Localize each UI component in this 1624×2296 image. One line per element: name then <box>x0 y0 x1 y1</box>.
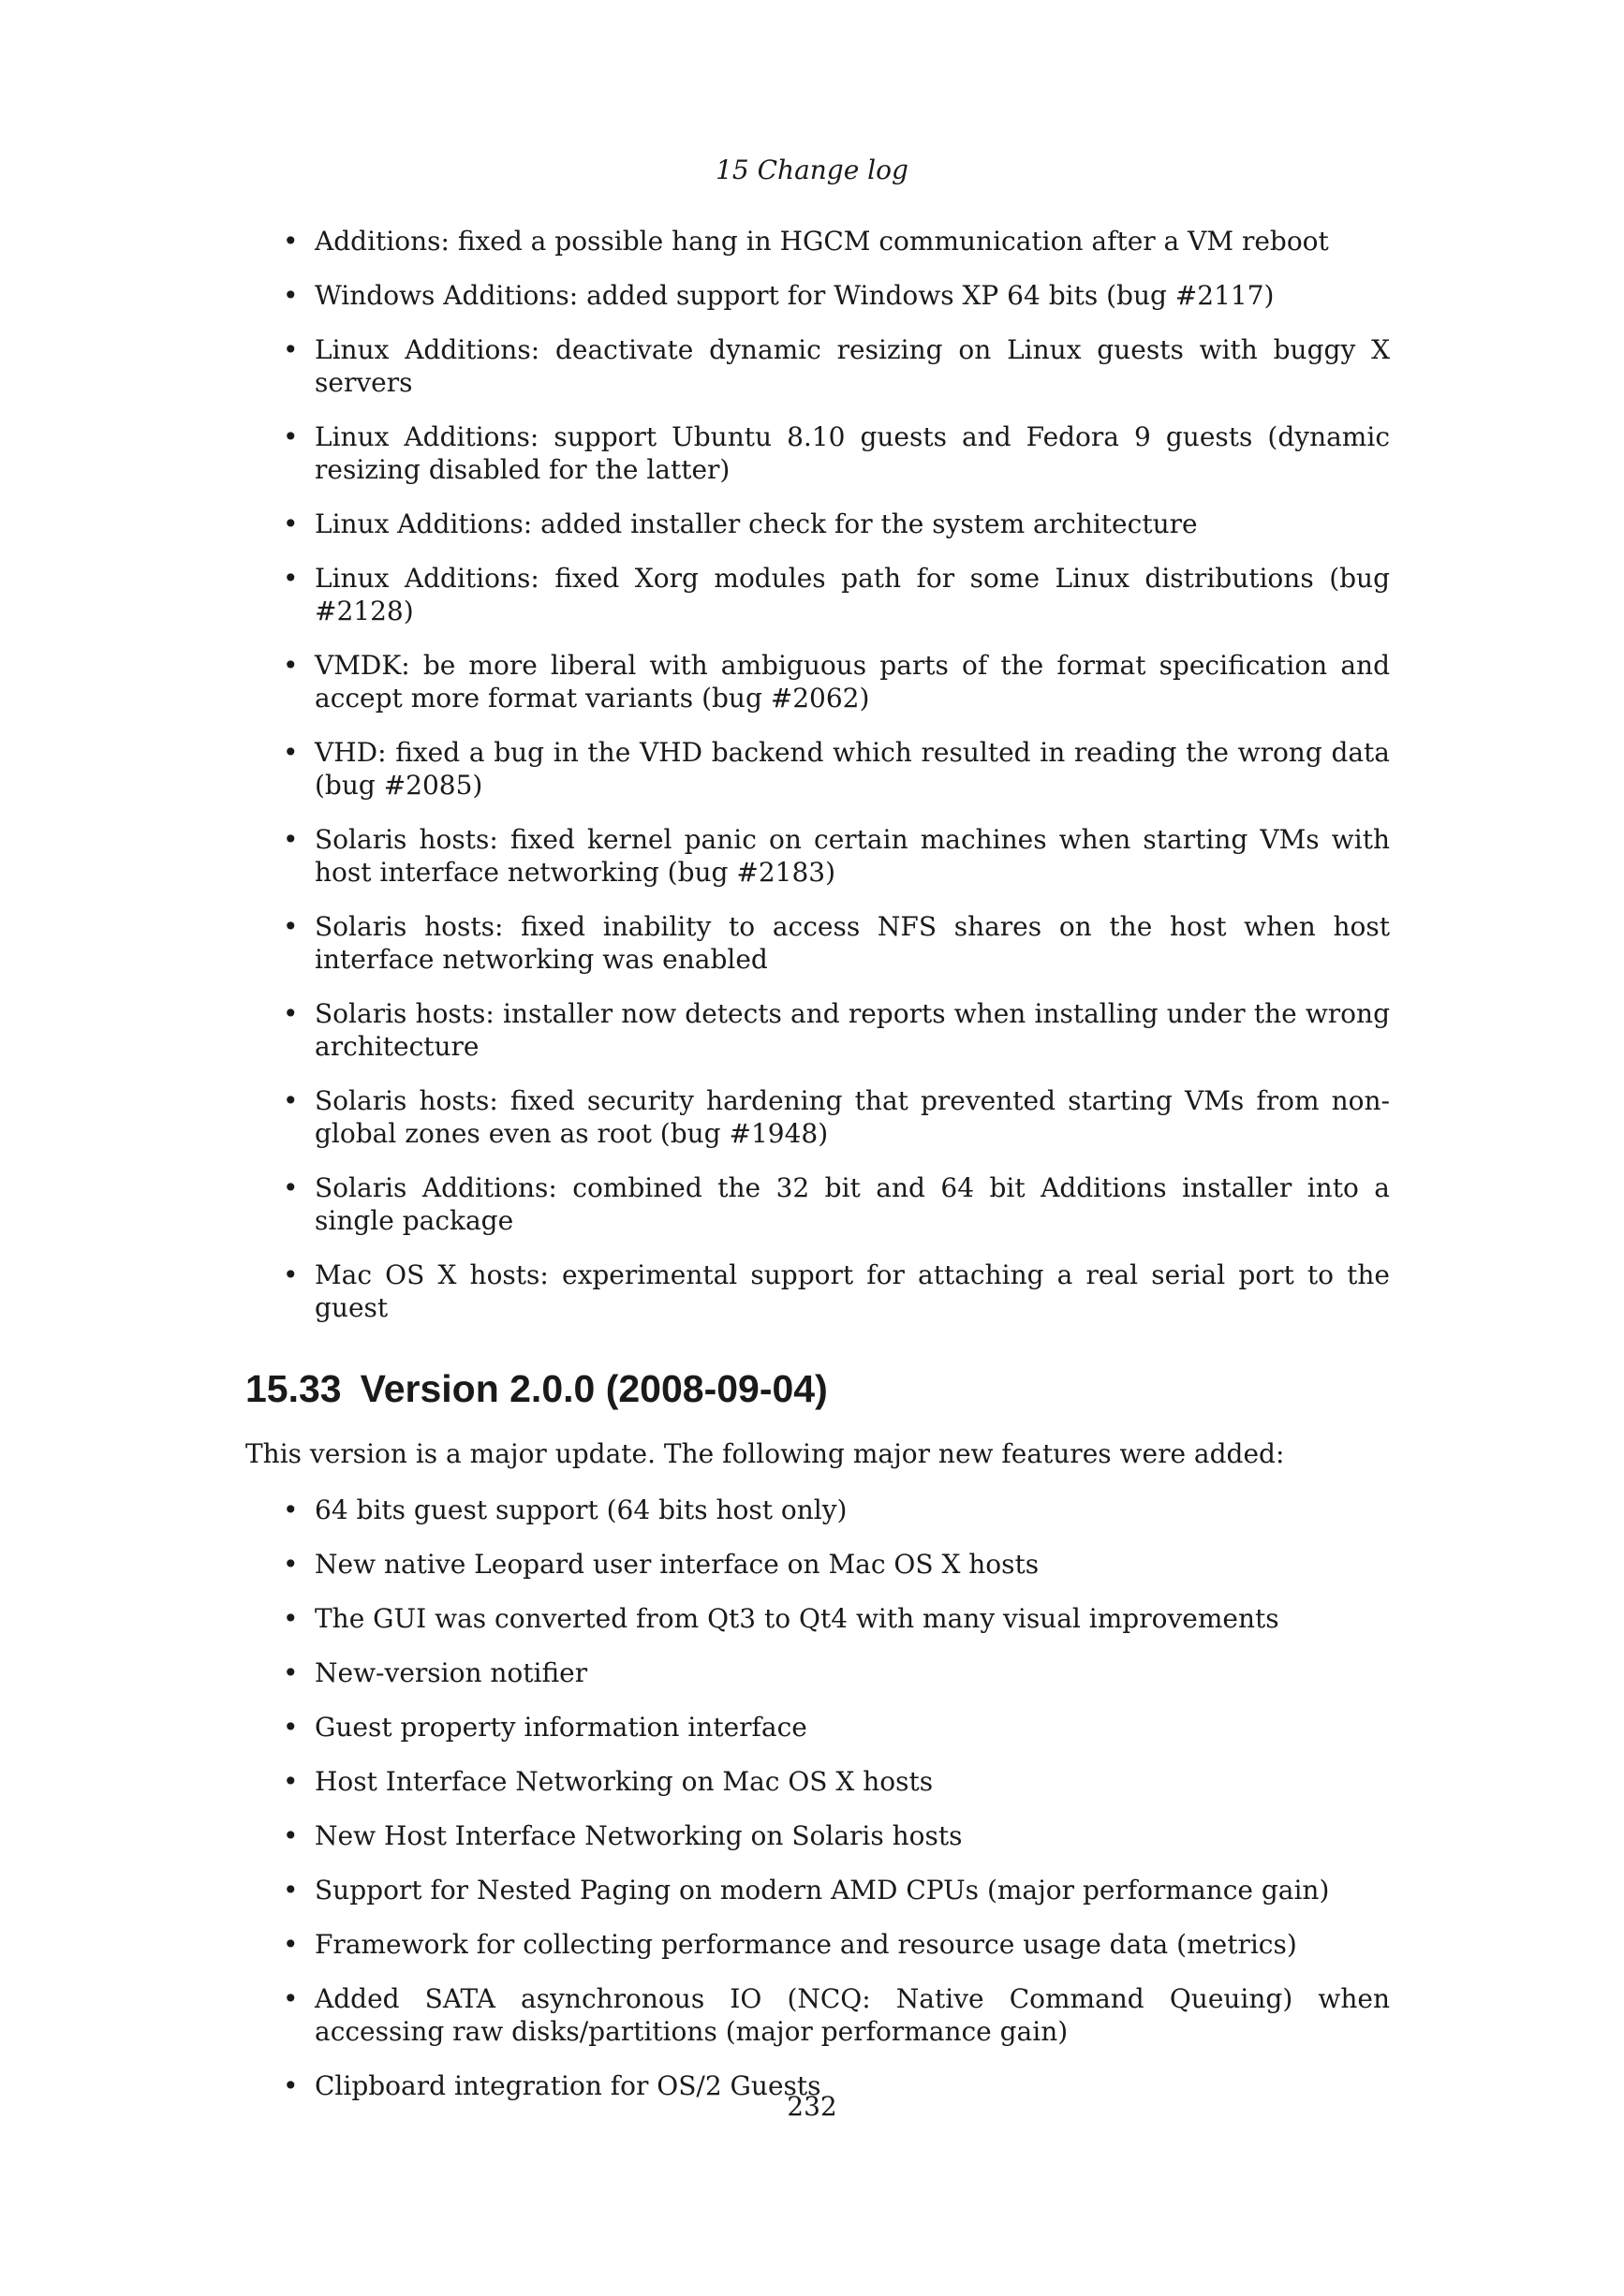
bullet-icon: • <box>283 1259 299 1290</box>
list-item: • Support for Nested Paging on modern AMD CPUs (major performance gain) <box>283 1875 1330 1906</box>
list-item: • Framework for collecting performance and resource usage data (metrics) <box>283 1929 1297 1960</box>
bullet-icon: • <box>283 911 299 942</box>
list-item: • 64 bits guest support (64 bits host only) <box>283 1494 848 1525</box>
section-number: 15.33 <box>245 1367 342 1410</box>
list-item: • Solaris hosts: installer now detects and reports when installing under the wrong architecture <box>283 998 1390 1062</box>
section-title: Version 2.0.0 (2008-09-04) <box>360 1367 828 1410</box>
bullet-icon: • <box>283 1875 299 1906</box>
list-item: • Additions: fixed a possible hang in HGCM communication after a VM reboot <box>283 226 1329 257</box>
bullet-icon: • <box>283 1929 299 1960</box>
list-item: • New native Leopard user interface on Mac OS X hosts <box>283 1549 1040 1580</box>
list-item: • Linux Additions: added installer check for the system architecture <box>283 508 1198 539</box>
bullet-icon: • <box>283 737 299 768</box>
bullet-icon: • <box>283 2070 299 2101</box>
bullet-icon: • <box>283 1085 299 1116</box>
list-item: • Mac OS X hosts: experimental support for attaching a real serial port to the guest <box>283 1259 1390 1323</box>
bullet-icon: • <box>283 421 299 452</box>
list-item: • Linux Additions: support Ubuntu 8.10 guests and Fedora 9 guests (dynamic resizing disabled for the latter) <box>283 421 1390 485</box>
list-item: • Added SATA asynchronous IO (NCQ: Native Command Queuing) when accessing raw disks/partitions (major performance gain) <box>283 1983 1390 2047</box>
bullet-icon: • <box>283 226 299 257</box>
bullet-icon: • <box>283 1549 299 1580</box>
list-item: • Solaris hosts: fixed security hardening that prevented starting VMs from non-global zones even as root (bug #1948) <box>283 1085 1390 1149</box>
list-item: • VMDK: be more liberal with ambiguous parts of the format specification and accept more format variants (bug #2062) <box>283 650 1390 714</box>
feature-list <box>245 1494 1390 2102</box>
running-header: 15 Change log <box>716 155 908 185</box>
list-item: • Linux Additions: deactivate dynamic resizing on Linux guests with buggy X servers <box>283 334 1390 398</box>
bullet-icon: • <box>283 508 299 539</box>
bullet-icon: • <box>283 1766 299 1797</box>
section-heading <box>245 1366 1390 1411</box>
list-item: • Host Interface Networking on Mac OS X hosts <box>283 1766 934 1797</box>
page-content <box>245 225 1390 2124</box>
bullet-icon: • <box>283 1820 299 1851</box>
list-item: • Guest property information interface <box>283 1712 807 1743</box>
bullet-icon: • <box>283 1712 299 1743</box>
section-intro: This version is a major update. The following major new features were added: <box>245 1438 1285 1469</box>
bullet-icon: • <box>283 1657 299 1688</box>
list-item: • Solaris Additions: combined the 32 bit and 64 bit Additions installer into a single package <box>283 1172 1390 1236</box>
list-item: • The GUI was converted from Qt3 to Qt4 with many visual improvements <box>283 1603 1279 1634</box>
list-item: • Solaris hosts: fixed kernel panic on certain machines when starting VMs with host interface networking (bug #2183) <box>283 824 1390 888</box>
list-item: • Windows Additions: added support for Windows XP 64 bits (bug #2117) <box>283 280 1275 311</box>
bullet-icon: • <box>283 824 299 855</box>
bullet-icon: • <box>283 998 299 1029</box>
bullet-icon: • <box>283 334 299 365</box>
bullet-icon: • <box>283 1983 299 2014</box>
bullet-icon: • <box>283 1603 299 1634</box>
changelog-list <box>245 225 1390 1324</box>
list-item: • New Host Interface Networking on Solaris hosts <box>283 1820 963 1851</box>
bullet-icon: • <box>283 280 299 311</box>
bullet-icon: • <box>283 1494 299 1525</box>
bullet-icon: • <box>283 563 299 594</box>
bullet-icon: • <box>283 650 299 681</box>
list-item: • New-version notifier <box>283 1657 588 1688</box>
bullet-icon: • <box>283 1172 299 1203</box>
list-item: • Solaris hosts: fixed inability to access NFS shares on the host when host interface networking was enabled <box>283 911 1390 975</box>
page-number: 232 <box>787 2091 837 2122</box>
list-item: • Clipboard integration for OS/2 Guests <box>283 2070 821 2101</box>
list-item: • Linux Additions: fixed Xorg modules path for some Linux distributions (bug #2128) <box>283 563 1390 626</box>
list-item: • VHD: fixed a bug in the VHD backend which resulted in reading the wrong data (bug #2085) <box>283 737 1390 801</box>
